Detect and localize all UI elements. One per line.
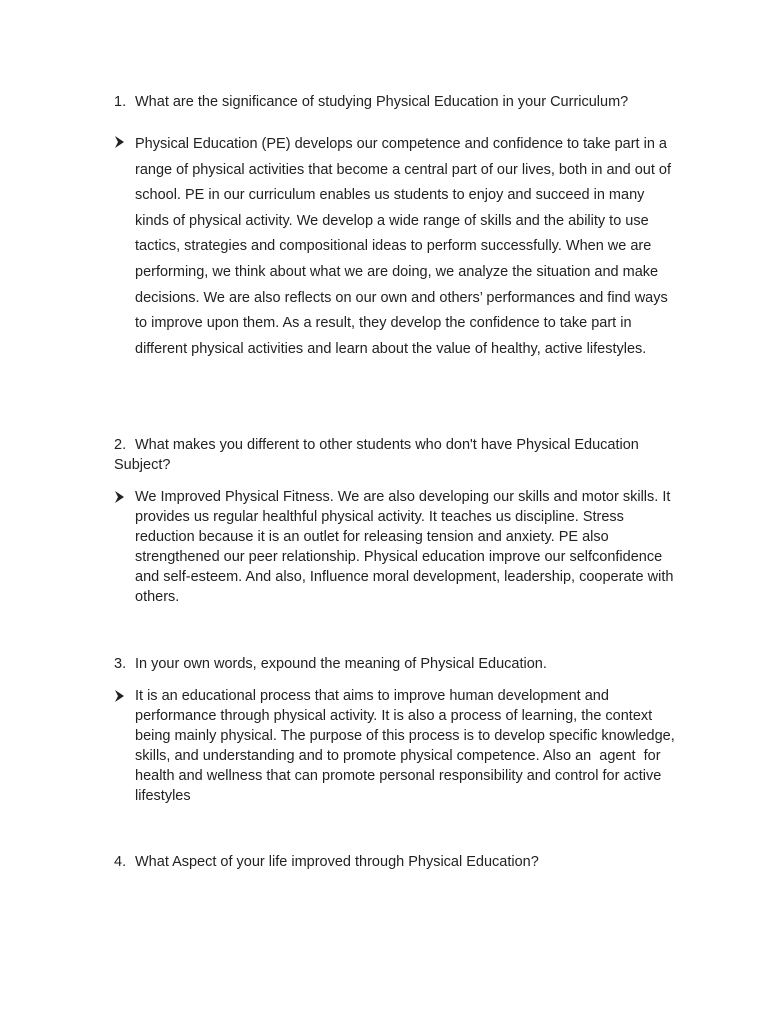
question-4 [114, 852, 684, 872]
answer-text: We Improved Physical Fitness. We are also developing our skills and motor skills. It provides us regular healthful physical activity. It teaches us discipline. Stress reduction because it is an outlet for releasing tension and anxiety. PE also strengthened our peer relationship. Physical education improve our selfconfidence and self-esteem. And also, Influence moral development, leadership, cooperate with others. [135, 489, 674, 605]
arrow-bullet-icon [114, 689, 128, 709]
question-text: What Aspect of your life improved through Physical Education? [135, 854, 539, 870]
question-text: In your own words, expound the meaning of Physical Education. [135, 656, 547, 672]
question-text: What makes you different to other students who don't have Physical Education Subject? [114, 437, 639, 473]
arrow-bullet-icon [114, 135, 128, 155]
question-number: 1. [114, 94, 127, 110]
answer-2 [114, 487, 680, 607]
question-text: What are the significance of studying Physical Education in your Curriculum? [135, 94, 629, 110]
arrow-bullet-icon [114, 490, 128, 510]
answer-3 [114, 686, 680, 806]
answer-1 [114, 132, 680, 362]
question-number: 3. [114, 656, 127, 672]
question-1 [114, 92, 684, 112]
question-number: 4. [114, 854, 127, 870]
answer-text: It is an educational process that aims to improve human development and performance through physical activity. It is also a process of learning, the context being mainly physical. The purpose of this process is to develop specific knowledge, skills, and understanding and to promote physical competence. Also an agent for health and wellness that can promote personal responsibility and control for active lifestyles [135, 688, 679, 804]
question-number: 2. [114, 437, 127, 453]
question-2 [114, 435, 674, 475]
answer-text: Physical Education (PE) develops our competence and confidence to take part in a range of physical activities that become a central part of our lives, both in and out of school. PE in our curriculum enables us students to enjoy and succeed in many kinds of physical activity. We develop a wide range of skills and the ability to use tactics, strategies and compositional ideas to perform successfully. When we are performing, we think about what we are doing, we analyze the situation and make decisions. We are also reflects on our own and others’ performances and find ways to improve upon them. As a result, they develop the confidence to take part in different physical activities and learn about the value of healthy, active lifestyles. [135, 136, 671, 357]
question-3 [114, 654, 684, 674]
